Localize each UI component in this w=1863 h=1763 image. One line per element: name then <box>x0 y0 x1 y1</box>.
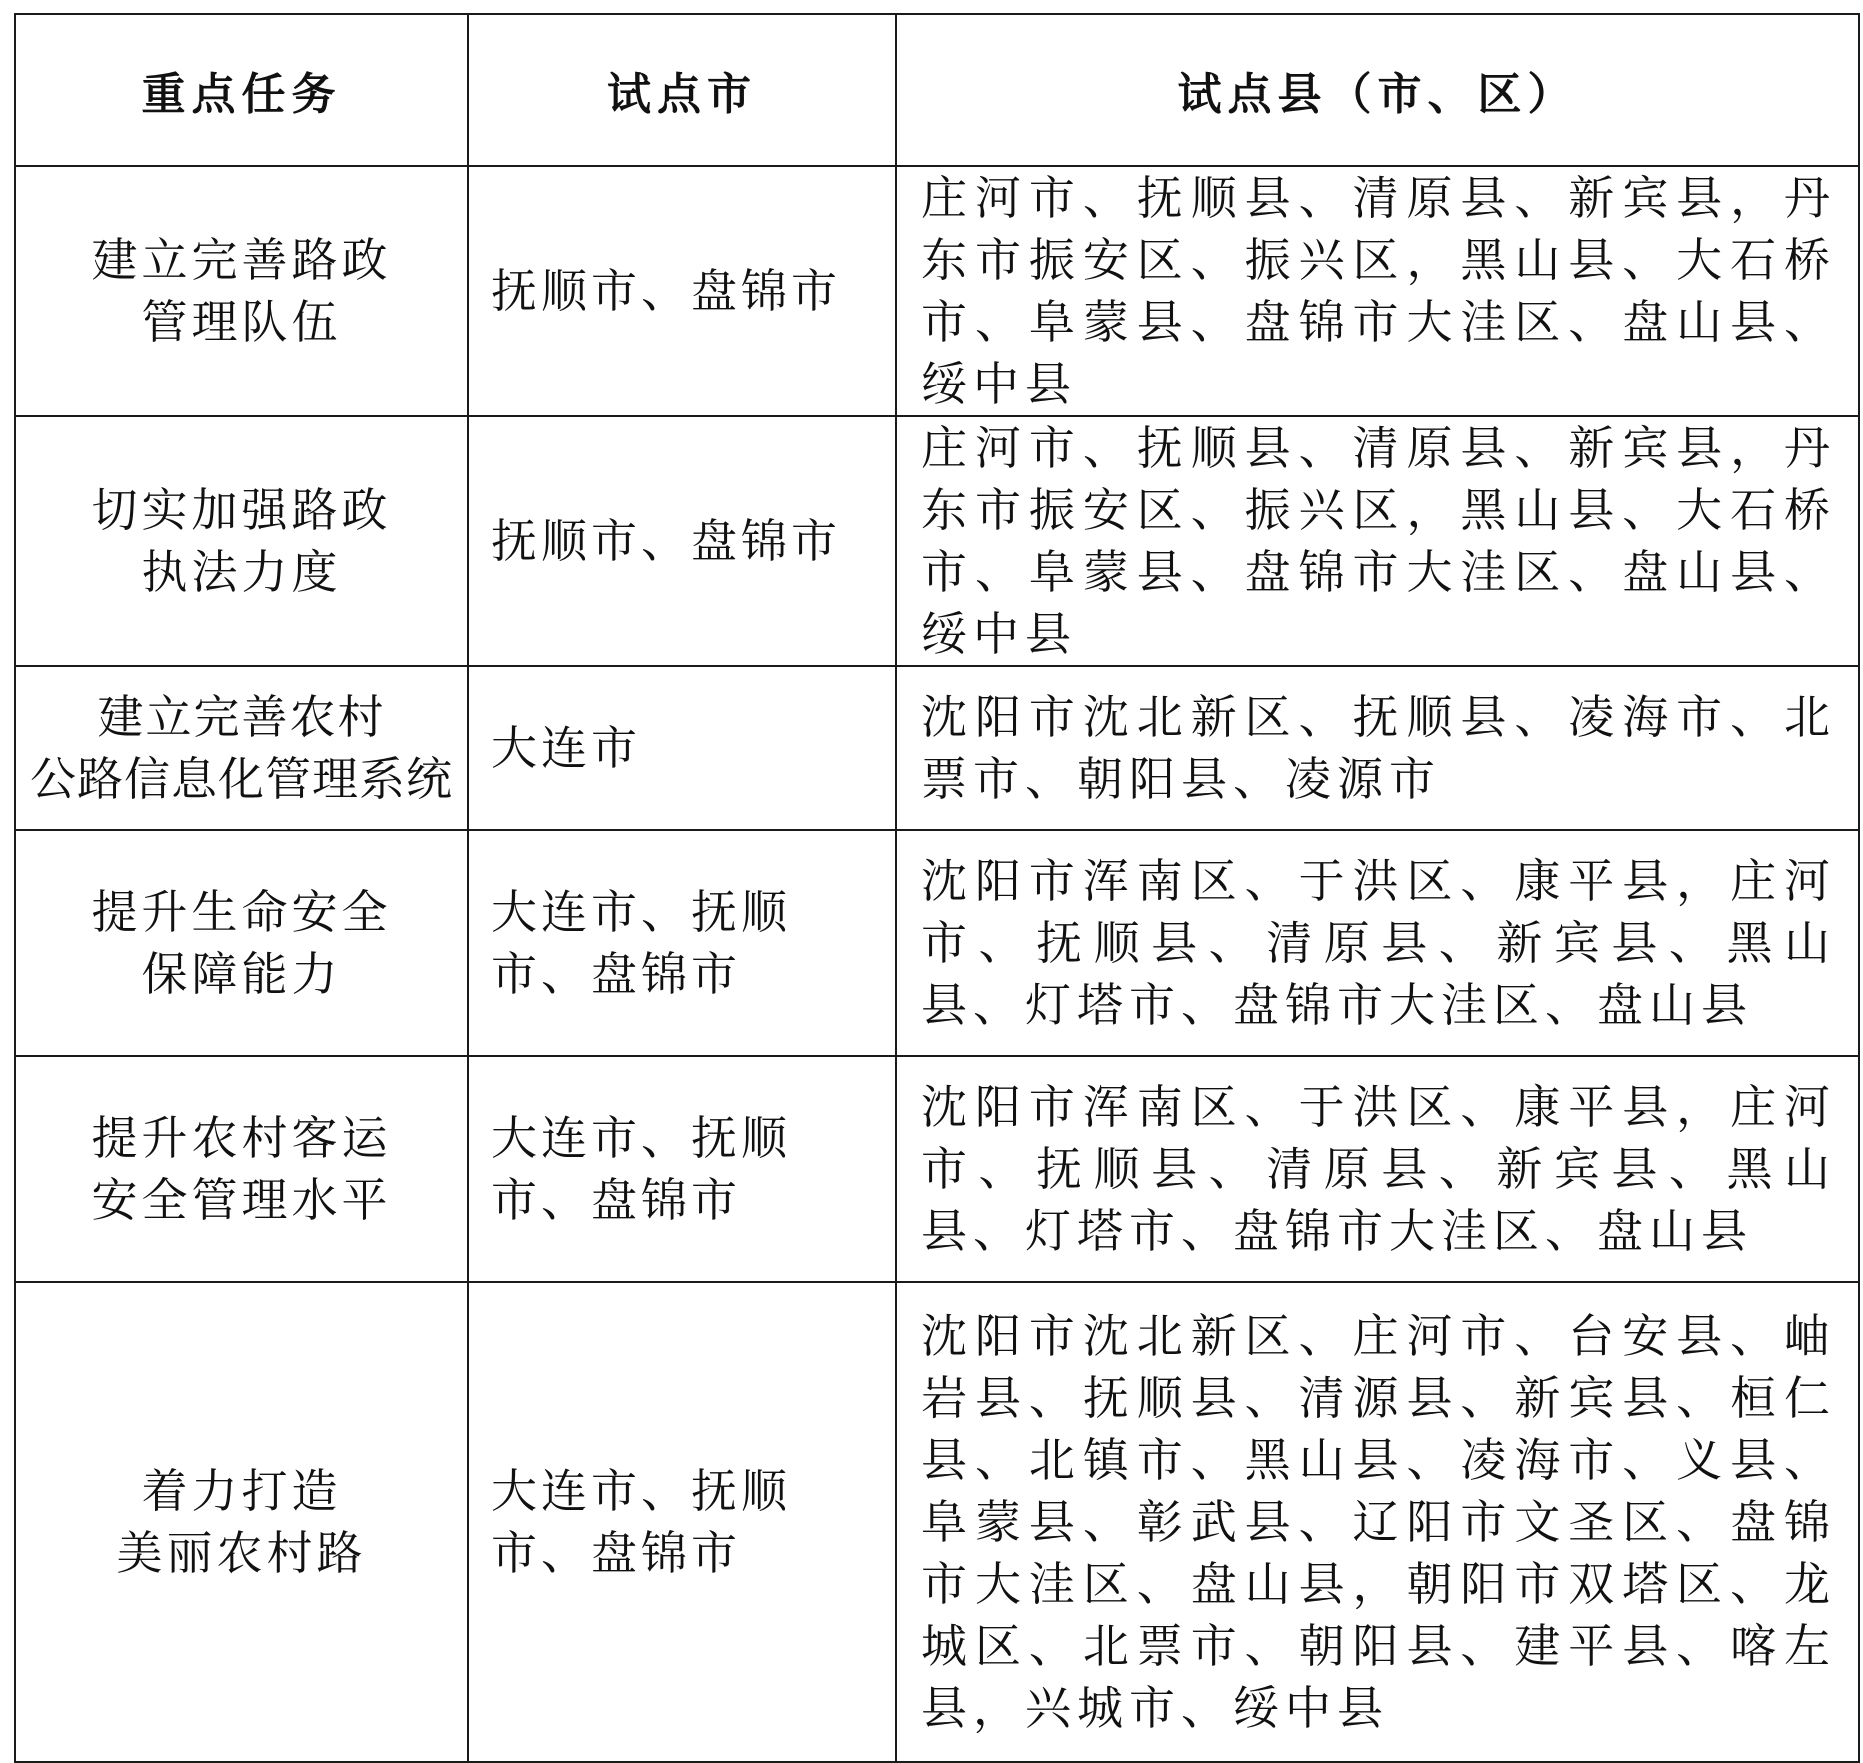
task-cell <box>15 166 468 416</box>
header-key-task: 重点任务 <box>15 14 468 166</box>
task-line: 美丽农村路 <box>116 1526 367 1580</box>
county-cell: 沈阳市浑南区、于洪区、康平县，庄河市、抚顺县、清原县、新宾县、黑山县、灯塔市、盘锦市大洼区、盘山县 <box>896 830 1859 1056</box>
task-line: 提升生命安全 <box>91 885 392 939</box>
pilot-table <box>14 13 1860 1763</box>
county-cell: 庄河市、抚顺县、清原县、新宾县，丹东市振安区、振兴区，黑山县、大石桥市、阜蒙县、盘锦市大洼区、盘山县、绥中县 <box>896 416 1859 666</box>
county-cell: 庄河市、抚顺县、清原县、新宾县，丹东市振安区、振兴区，黑山县、大石桥市、阜蒙县、盘锦市大洼区、盘山县、绥中县 <box>896 166 1859 416</box>
task-cell <box>15 830 468 1056</box>
city-cell: 大连市 <box>468 666 896 830</box>
task-cell <box>15 1056 468 1282</box>
task-line: 提升农村客运 <box>91 1111 392 1165</box>
task-line: 安全管理水平 <box>91 1173 392 1227</box>
city-cell: 大连市、抚顺市、盘锦市 <box>468 830 896 1056</box>
task-line: 建立完善路政 <box>91 233 392 287</box>
task-line: 执法力度 <box>141 545 342 599</box>
task-line: 管理队伍 <box>141 295 342 349</box>
city-cell: 大连市、抚顺市、盘锦市 <box>468 1282 896 1762</box>
county-cell: 沈阳市沈北新区、庄河市、台安县、岫岩县、抚顺县、清源县、新宾县、桓仁县、北镇市、黑山县、凌海市、义县、阜蒙县、彰武县、辽阳市文圣区、盘锦市大洼区、盘山县，朝阳市双塔区、龙城区、北票市、朝阳县、建平县、喀左县，兴城市、绥中县 <box>896 1282 1859 1762</box>
table-header-row <box>15 14 1859 166</box>
table-row <box>15 1282 1859 1762</box>
task-line: 保障能力 <box>141 947 342 1001</box>
task-cell <box>15 1282 468 1762</box>
task-line: 公路信息化管理系统 <box>30 752 453 806</box>
city-cell: 抚顺市、盘锦市 <box>468 166 896 416</box>
header-pilot-county: 试点县（市、区） <box>896 14 1859 166</box>
task-line: 建立完善农村 <box>97 690 386 744</box>
table-row <box>15 666 1859 830</box>
county-cell: 沈阳市浑南区、于洪区、康平县，庄河市、抚顺县、清原县、新宾县、黑山县、灯塔市、盘锦市大洼区、盘山县 <box>896 1056 1859 1282</box>
city-cell: 大连市、抚顺市、盘锦市 <box>468 1056 896 1282</box>
task-line: 着力打造 <box>141 1464 342 1518</box>
table-row <box>15 416 1859 666</box>
task-cell <box>15 416 468 666</box>
table-row <box>15 830 1859 1056</box>
pilot-table-container <box>14 13 1860 1763</box>
city-cell: 抚顺市、盘锦市 <box>468 416 896 666</box>
task-line: 切实加强路政 <box>91 483 392 537</box>
header-pilot-city: 试点市 <box>468 14 896 166</box>
county-cell: 沈阳市沈北新区、抚顺县、凌海市、北票市、朝阳县、凌源市 <box>896 666 1859 830</box>
table-row <box>15 166 1859 416</box>
table-row <box>15 1056 1859 1282</box>
task-cell <box>15 666 468 830</box>
